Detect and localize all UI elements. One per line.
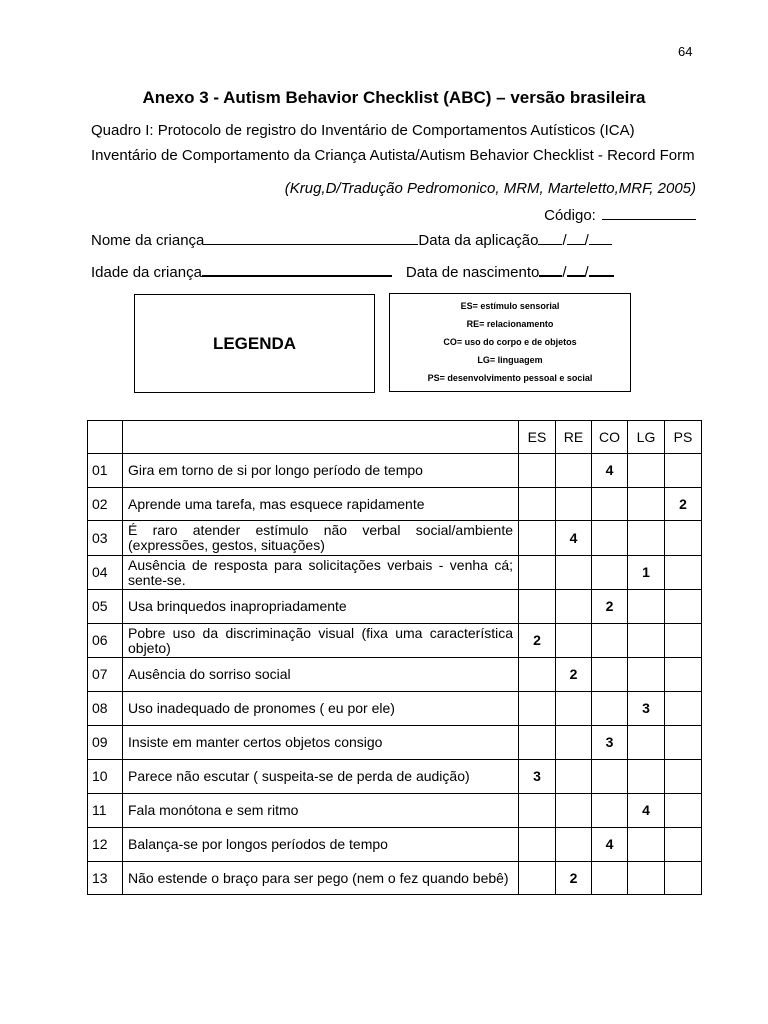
score-cell-re [556, 794, 592, 828]
score-cell-lg [628, 862, 665, 895]
score-cell-lg: 3 [628, 692, 665, 726]
column-header-lg: LG [628, 421, 665, 454]
score-cell-ps [665, 828, 702, 862]
item-description: Gira em torno de si por longo período de tempo [123, 454, 519, 488]
score-cell-ps [665, 521, 702, 556]
score-cell-es [519, 658, 556, 692]
item-number: 01 [88, 454, 123, 488]
page-number: 64 [678, 44, 693, 59]
score-cell-es [519, 556, 556, 590]
table-row [88, 624, 702, 658]
item-number: 08 [88, 692, 123, 726]
item-number: 13 [88, 862, 123, 895]
score-cell-co [592, 692, 628, 726]
legend-title-box [134, 294, 375, 393]
score-cell-lg [628, 828, 665, 862]
codigo-input[interactable] [602, 206, 696, 220]
table-row [88, 454, 702, 488]
idade-row [91, 262, 614, 281]
item-number: 05 [88, 590, 123, 624]
score-cell-co [592, 794, 628, 828]
score-cell-ps [665, 726, 702, 760]
abc-checklist-table [87, 420, 702, 895]
aplicacao-year-input[interactable] [589, 231, 612, 245]
date-sep: / [584, 232, 589, 249]
score-cell-co [592, 760, 628, 794]
score-cell-ps [665, 590, 702, 624]
table-row [88, 658, 702, 692]
score-cell-es [519, 521, 556, 556]
score-cell-co: 3 [592, 726, 628, 760]
legend-title: LEGENDA [212, 333, 297, 353]
score-cell-lg [628, 590, 665, 624]
score-cell-es [519, 692, 556, 726]
score-cell-co [592, 556, 628, 590]
score-cell-es [519, 726, 556, 760]
score-cell-lg [628, 488, 665, 521]
score-cell-co [592, 862, 628, 895]
nome-row [91, 231, 612, 249]
score-cell-lg: 4 [628, 794, 665, 828]
legend-item: LG= linguagem [477, 355, 543, 366]
column-header-re: RE [556, 421, 592, 454]
item-number: 02 [88, 488, 123, 521]
table-row [88, 794, 702, 828]
inventario-caption: Inventário de Comportamento da Criança Autista/Autism Behavior Checklist - Record Form [91, 147, 695, 164]
column-header-co: CO [592, 421, 628, 454]
score-cell-ps [665, 862, 702, 895]
score-cell-re: 2 [556, 658, 592, 692]
idade-input[interactable] [202, 262, 392, 277]
score-cell-co: 2 [592, 590, 628, 624]
citation: (Krug,D/Tradução Pedromonico, MRM, Marteletto,MRF, 2005) [284, 180, 696, 197]
score-cell-re: 2 [556, 862, 592, 895]
table-row [88, 521, 702, 556]
score-cell-ps [665, 454, 702, 488]
legend-item: RE= relacionamento [466, 318, 554, 329]
idade-label: Idade da criança [91, 264, 202, 281]
score-cell-re [556, 488, 592, 521]
score-cell-lg [628, 726, 665, 760]
item-description: Uso inadequado de pronomes ( eu por ele) [123, 692, 519, 726]
score-cell-ps [665, 692, 702, 726]
item-description: Ausência do sorriso social [123, 658, 519, 692]
score-cell-lg [628, 624, 665, 658]
quadro-caption: Quadro I: Protocolo de registro do Inventário de Comportamentos Autísticos (ICA) [91, 122, 635, 139]
score-cell-ps [665, 658, 702, 692]
date-sep: / [562, 264, 567, 281]
legend-list [389, 293, 631, 392]
table-row [88, 726, 702, 760]
item-number: 06 [88, 624, 123, 658]
score-cell-ps: 2 [665, 488, 702, 521]
score-cell-co: 4 [592, 454, 628, 488]
score-cell-es: 3 [519, 760, 556, 794]
table-row [88, 828, 702, 862]
score-cell-es [519, 794, 556, 828]
table-row [88, 862, 702, 895]
item-description: É raro atender estímulo não verbal social/ambiente (expressões, gestos, situações) [123, 521, 519, 556]
score-cell-ps [665, 556, 702, 590]
item-description: Usa brinquedos inapropriadamente [123, 590, 519, 624]
score-cell-es: 2 [519, 624, 556, 658]
score-cell-re [556, 624, 592, 658]
codigo-field [544, 206, 696, 224]
score-cell-lg [628, 521, 665, 556]
score-cell-re [556, 590, 592, 624]
legend-item: ES= estímulo sensorial [460, 300, 560, 311]
score-cell-co: 4 [592, 828, 628, 862]
aplicacao-day-input[interactable] [538, 231, 562, 245]
data-aplicacao-label: Data da aplicação [418, 232, 539, 249]
legend-item: CO= uso do corpo e de objetos [443, 336, 577, 347]
score-cell-lg [628, 658, 665, 692]
score-cell-es [519, 862, 556, 895]
item-description: Pobre uso da discriminação visual (fixa uma característica objeto) [123, 624, 519, 658]
codigo-label: Código: [544, 207, 596, 224]
score-cell-co [592, 488, 628, 521]
nome-label: Nome da criança [91, 232, 205, 249]
item-description: Balança-se por longos períodos de tempo [123, 828, 519, 862]
score-cell-lg [628, 760, 665, 794]
legend-item: PS= desenvolvimento pessoal e social [427, 373, 593, 384]
aplicacao-month-input[interactable] [567, 231, 585, 245]
item-number: 12 [88, 828, 123, 862]
score-cell-re [556, 726, 592, 760]
column-header-es: ES [519, 421, 556, 454]
table-row [88, 692, 702, 726]
table-header-row [88, 421, 702, 454]
nascimento-month-input[interactable] [567, 262, 585, 277]
score-cell-es [519, 590, 556, 624]
score-cell-ps [665, 794, 702, 828]
score-cell-es [519, 454, 556, 488]
score-cell-es [519, 828, 556, 862]
item-description: Aprende uma tarefa, mas esquece rapidamente [123, 488, 519, 521]
item-description: Fala monótona e sem ritmo [123, 794, 519, 828]
score-cell-co [592, 624, 628, 658]
item-number: 10 [88, 760, 123, 794]
page-title: Anexo 3 - Autism Behavior Checklist (ABC) – versão brasileira [142, 88, 646, 107]
score-cell-lg [628, 454, 665, 488]
score-cell-re [556, 692, 592, 726]
score-cell-ps [665, 760, 702, 794]
item-description: Insiste em manter certos objetos consigo [123, 726, 519, 760]
item-description: Ausência de resposta para solicitações verbais - venha cá; sente-se. [123, 556, 519, 590]
score-cell-co [592, 521, 628, 556]
item-description: Não estende o braço para ser pego (nem o fez quando bebê) [123, 862, 519, 895]
score-cell-ps [665, 624, 702, 658]
item-description: Parece não escutar ( suspeita-se de perda de audição) [123, 760, 519, 794]
score-cell-es [519, 488, 556, 521]
header-num-cell [88, 421, 123, 454]
item-number: 11 [88, 794, 123, 828]
score-cell-re [556, 828, 592, 862]
item-number: 09 [88, 726, 123, 760]
header-desc-cell [123, 421, 519, 454]
item-number: 04 [88, 556, 123, 590]
table-row [88, 488, 702, 521]
item-number: 07 [88, 658, 123, 692]
score-cell-lg: 1 [628, 556, 665, 590]
column-header-ps: PS [665, 421, 702, 454]
data-nascimento-label: Data de nascimento [405, 264, 540, 281]
item-number: 03 [88, 521, 123, 556]
date-sep: / [562, 232, 567, 249]
table-row [88, 590, 702, 624]
score-cell-re: 4 [556, 521, 592, 556]
date-sep: / [584, 264, 589, 281]
nascimento-day-input[interactable] [539, 262, 562, 277]
score-cell-co [592, 658, 628, 692]
score-cell-re [556, 454, 592, 488]
nascimento-year-input[interactable] [589, 262, 614, 277]
nome-input[interactable] [204, 231, 418, 245]
table-row [88, 556, 702, 590]
table-row [88, 760, 702, 794]
score-cell-re [556, 556, 592, 590]
score-cell-re [556, 760, 592, 794]
